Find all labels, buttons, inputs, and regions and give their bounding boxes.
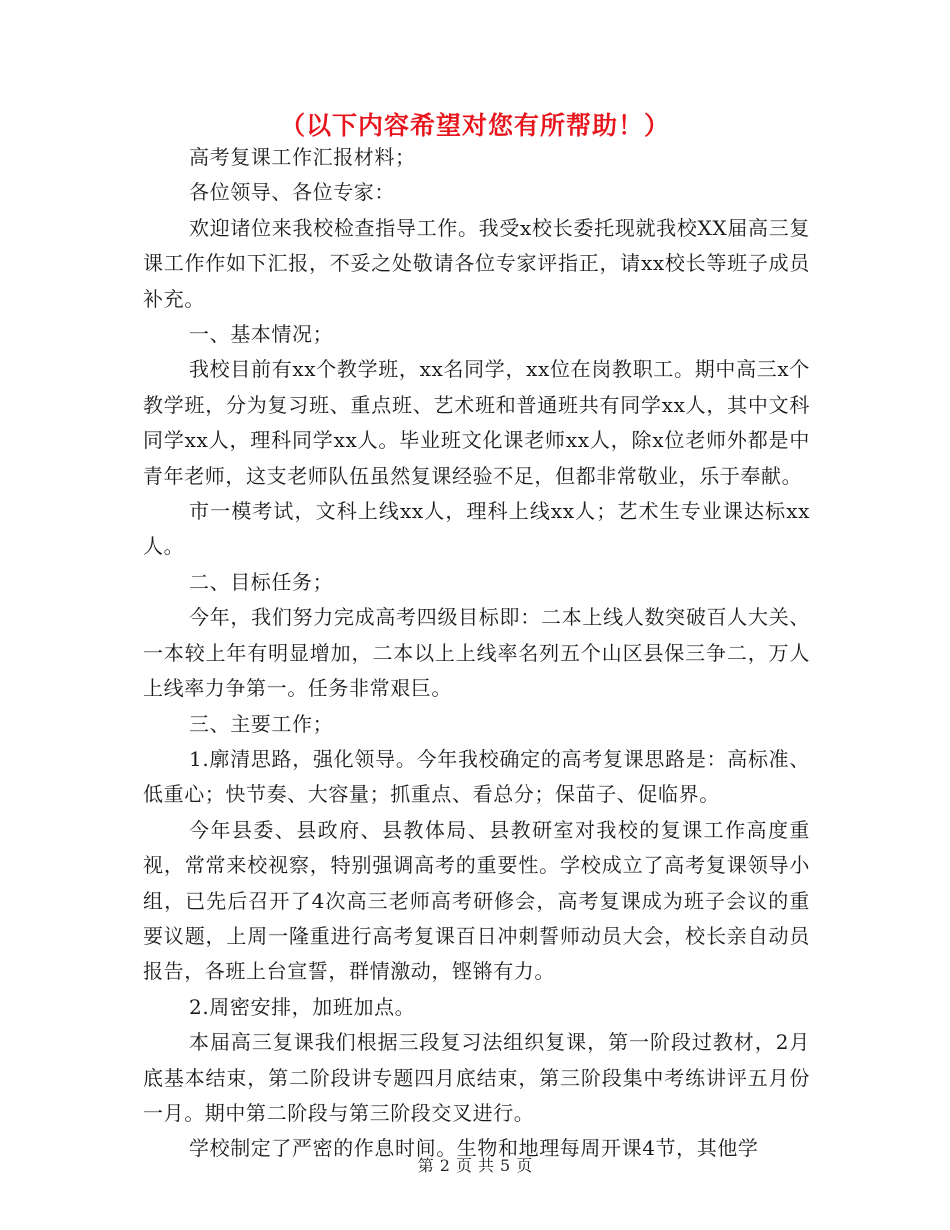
- footer-suffix: 页: [516, 1156, 533, 1175]
- paragraph: 2.周密安排，加班加点。: [189, 994, 416, 1019]
- paragraph: 本届高三复课我们根据三段复习法组织复课，第一阶段过教材，2月底基本结束，第二阶段讲专题四月底结束，第三阶段集中考练讲评五月份一月。期中第二阶段与第三阶段交叉进行。: [143, 1030, 810, 1125]
- total-pages-number: 5: [500, 1156, 511, 1175]
- header-notice: （以下内容希望对您有所帮助！）: [279, 111, 670, 140]
- paragraph-greeting: 各位领导、各位专家：: [189, 180, 395, 205]
- paragraph: 今年县委、县政府、县教体局、县教研室对我校的复课工作高度重视，常常来校视察，特别强调高考的重要性。学校成立了高考复课领导小组，已先后召开了4次高三老师高考研修会，高考复课成为班子会议的重要议题，上周一隆重进行高考复课百日冲刺誓师动员大会，校长亲自动员报告，各班上台宣誓，群情激动，铿锵有力。: [143, 817, 810, 984]
- footer-total-word: 共: [478, 1156, 495, 1175]
- current-page-number: 2: [439, 1156, 450, 1175]
- section-heading: 二、目标任务；: [189, 569, 334, 594]
- section-heading: 三、主要工作；: [189, 711, 334, 736]
- footer-page-word: 页: [455, 1156, 472, 1175]
- paragraph-title: 高考复课工作汇报材料；: [189, 145, 416, 169]
- paragraph: 市一模考试，文科上线xx人，理科上线xx人；艺术生专业课达标xx人。: [143, 499, 810, 559]
- paragraph: 欢迎诸位来我校检查指导工作。我受x校长委托现就我校XX届高三复课工作作如下汇报，不妥之处敬请各位专家评指正，请xx校长等班子成员补充。: [143, 215, 810, 311]
- paragraph: 我校目前有xx个教学班，xx名同学，xx位在岗教职工。期中高三x个教学班，分为复习班、重点班、艺术班和普通班共有同学xx人，其中文科同学xx人，理科同学xx人。毕业班文化课老师xx人，除x位老师外都是中青年老师，这支老师队伍虽然复课经验不足，但都非常敬业，乐于奉献。: [143, 357, 810, 488]
- document-body: [143, 140, 810, 1167]
- paragraph: 学校制定了严密的作息时间。生物和地理每周开课4节，其他学: [189, 1136, 759, 1161]
- paragraph: 今年，我们努力完成高考四级目标即：二本上线人数突破百人大关、一本较上年有明显增加，二本以上上线率名列五个山区县保三争二，万人上线率力争第一。任务非常艰巨。: [143, 605, 810, 701]
- footer-prefix: 第: [417, 1156, 434, 1175]
- paragraph: 1.廓清思路，强化领导。今年我校确定的高考复课思路是：高标准、低重心；快节奏、大容量；抓重点、看总分；保苗子、促临界。: [143, 746, 810, 807]
- page-number-footer: [0, 1153, 950, 1176]
- section-heading: 一、基本情况；: [189, 322, 334, 347]
